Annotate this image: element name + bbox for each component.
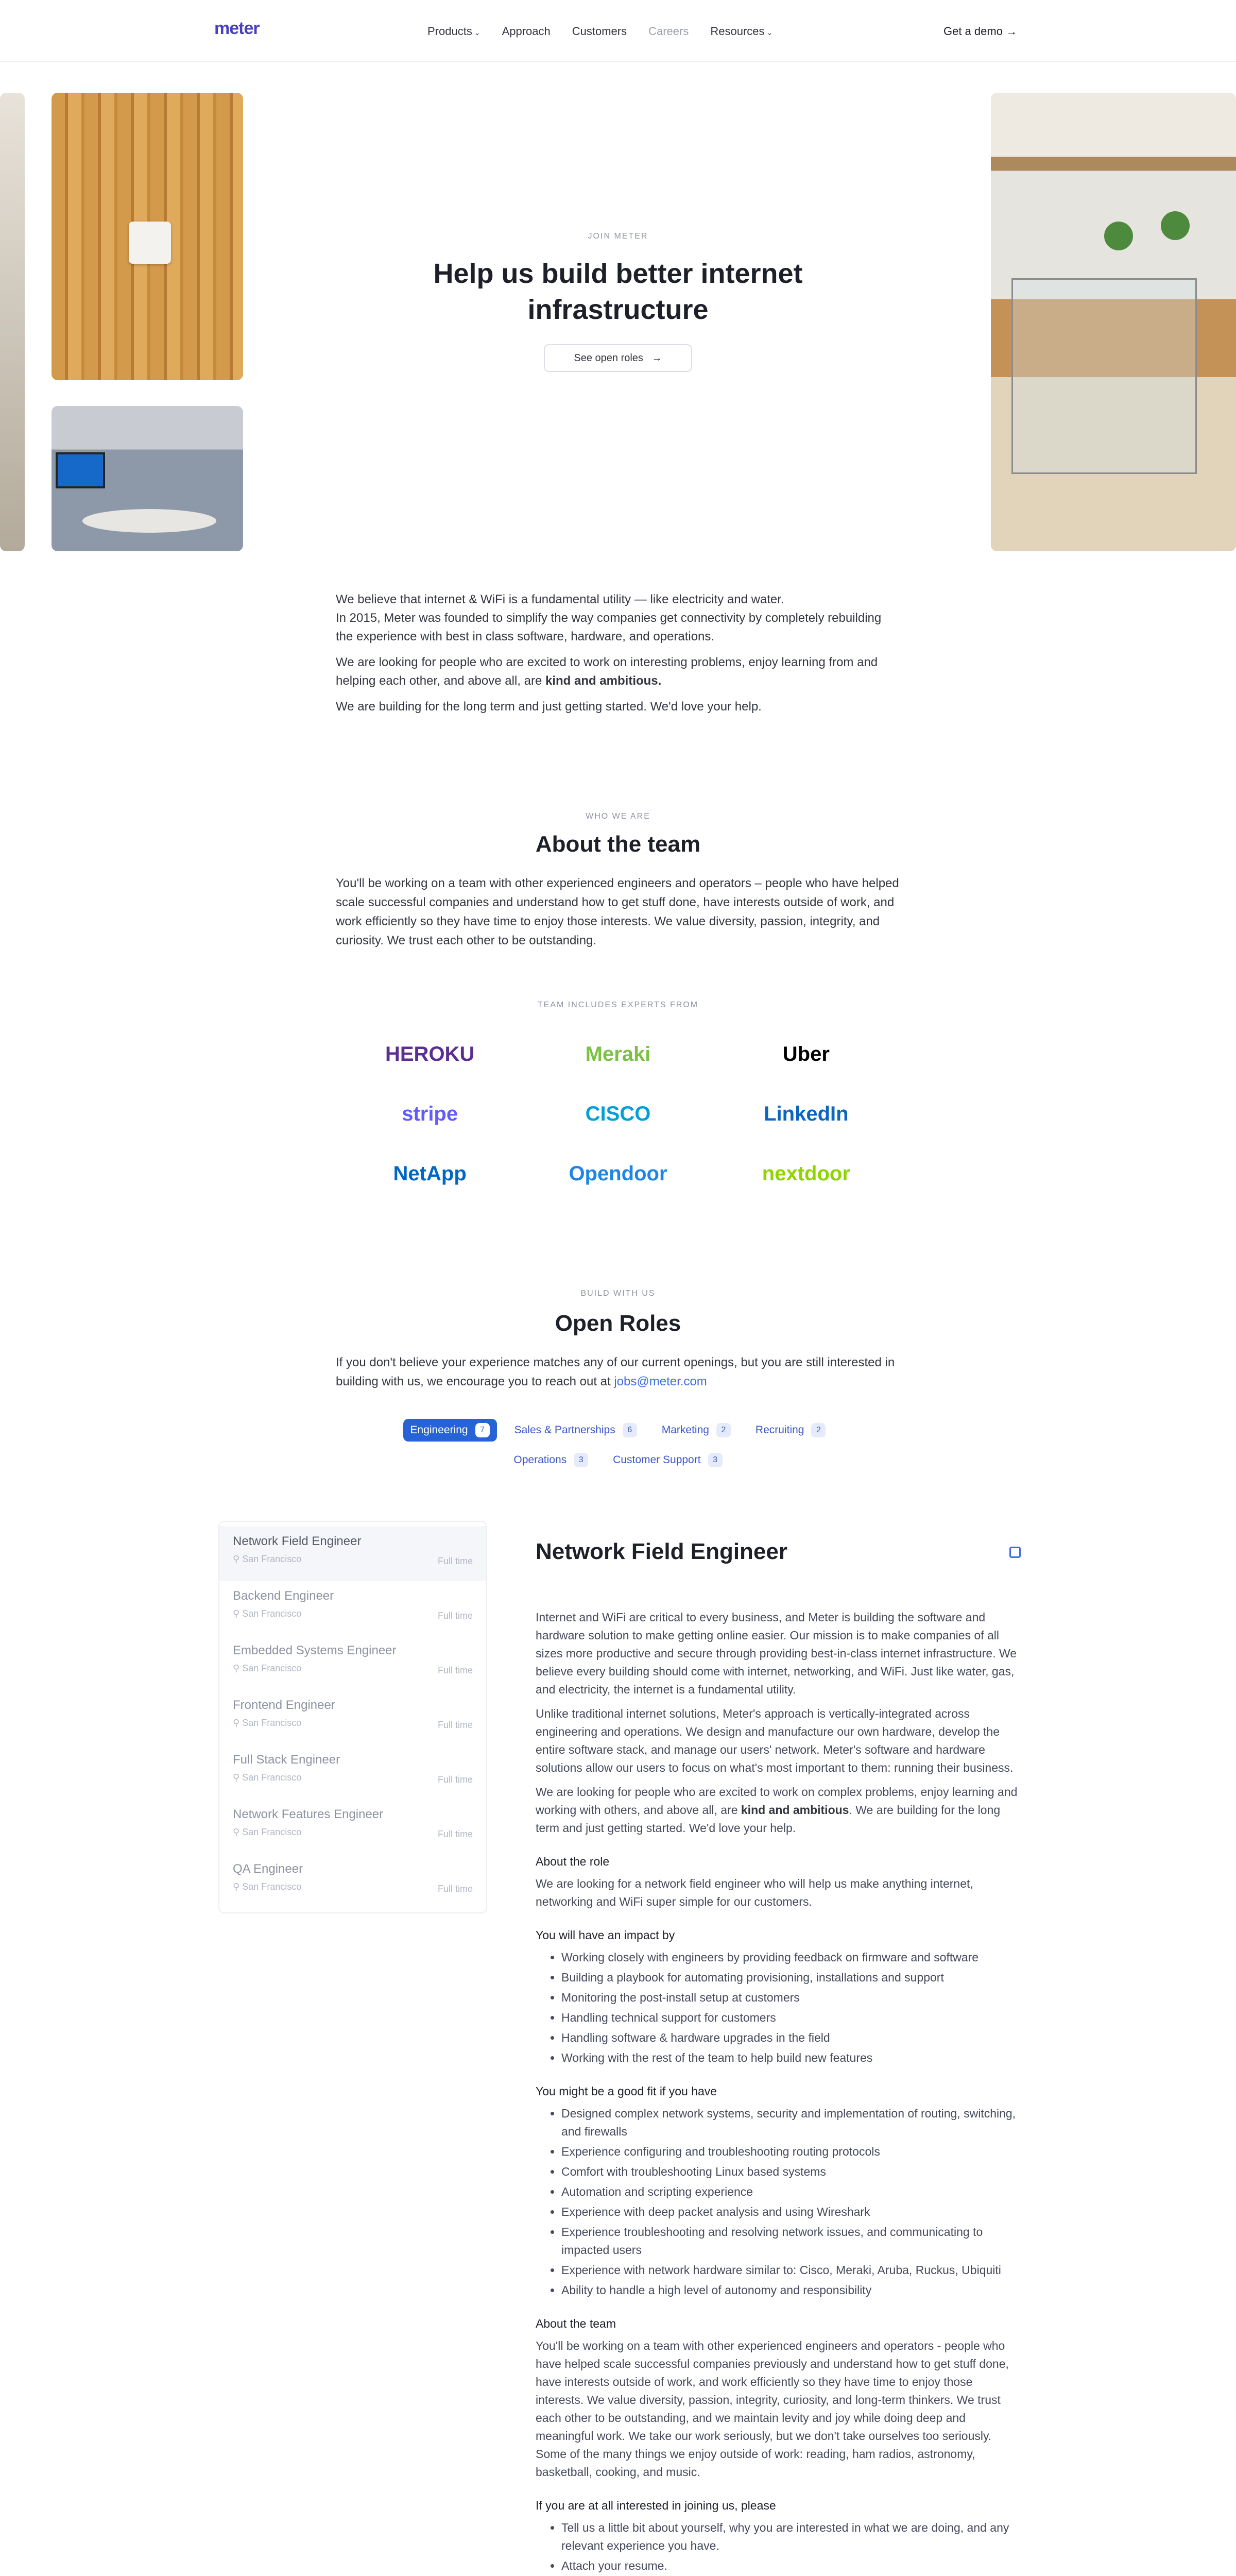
job-list-location <box>233 1663 473 1674</box>
location-text: San Francisco <box>242 1718 302 1728</box>
nav-item-resources[interactable] <box>710 25 772 38</box>
nav-item-label: Customers <box>572 25 627 38</box>
about-eyebrow: WHO WE ARE <box>586 812 650 821</box>
job-paragraph <box>536 1783 1018 1837</box>
job-list-location <box>233 1827 473 1838</box>
tab-customer-support[interactable] <box>606 1449 729 1471</box>
see-open-roles-button[interactable] <box>544 344 692 372</box>
logo-stripe: stripe <box>402 1102 458 1125</box>
get-a-demo-label: Get a demo <box>943 25 1003 38</box>
job-text: We are looking for people who are excited to work on complex problems, enjoy learning and working with others, and above all, are <box>536 1785 1018 1817</box>
team-text: You'll be working on a team with other experienced engineers and operators - people who have helped scale successful companies previously and understand how to get stuff done, have interests outside of work, and work efficiently so they have time to enjoy those interests. We value diversity, passion, integrity, curiosity, and long-term thinkers. We trust each other to be outstanding, and we maintain levity and joy while doing deep and meaningful work. We take our work seriously, but we don't take ourselves too seriously. Some of the many things we enjoy outside of work: reading, ham radios, astronomy, basketball, cooking, and music. <box>536 2339 1009 2479</box>
impact-item: • Working with the rest of the team to help build new features <box>561 2049 1018 2067</box>
logo-uber: Uber <box>782 1042 830 1065</box>
roles-intro-text: If you don't believe your experience matches any of our current openings, but you are still interested in building with us, we encourage you to reach out at <box>336 1355 895 1388</box>
tab-label: Marketing <box>661 1424 709 1436</box>
job-text: . We are building for the long term and just getting started. We'd love your help. <box>536 1803 1001 1835</box>
roles-intro <box>336 1353 900 1391</box>
job-detail <box>536 1537 1018 2576</box>
job-list-type: Full time <box>437 1556 473 1566</box>
team-heading: About the team <box>536 2317 616 2330</box>
logo-meraki: Meraki <box>585 1042 651 1065</box>
intro-paragraph <box>336 590 900 646</box>
job-list-item[interactable] <box>219 1744 486 1799</box>
logo-heroku: HEROKU <box>385 1042 475 1065</box>
tab-marketing[interactable] <box>655 1419 738 1442</box>
hero-eyebrow: JOIN METER <box>588 232 648 241</box>
job-list-item[interactable] <box>219 1635 486 1690</box>
intro-emphasis: kind and ambitious. <box>545 674 662 688</box>
join-heading: If you are at all interested in joining us, please <box>536 2499 776 2512</box>
location-text: San Francisco <box>242 1663 302 1673</box>
job-paragraph: Unlike traditional internet solutions, Meter's approach is vertically-integrated across engineering and operations. We design and manufacture our own hardware, develop the entire software stack, and manage our users' network. Meter's software and hardware solutions allow our users to focus on what's most important to them: running their business. <box>536 1707 1014 1774</box>
tab-count: 2 <box>716 1423 731 1437</box>
job-list-item[interactable] <box>219 1581 486 1635</box>
tab-count: 2 <box>811 1423 826 1437</box>
job-list-title: QA Engineer <box>233 1862 303 1876</box>
job-list-title: Backend Engineer <box>233 1589 334 1603</box>
pin-icon: ⚲ <box>233 1827 243 1837</box>
nav-item-careers[interactable] <box>648 25 689 38</box>
tab-label: Sales & Partnerships <box>514 1424 615 1436</box>
tab-label: Recruiting <box>755 1424 804 1436</box>
get-a-demo-link[interactable] <box>943 25 1017 38</box>
job-body <box>536 1608 1018 2576</box>
access-point-device <box>129 222 171 264</box>
job-list-location <box>233 1554 473 1565</box>
intro-paragraph <box>336 653 900 690</box>
nav-item-customers[interactable] <box>572 25 627 38</box>
office-atrium-photo <box>991 93 1236 551</box>
meeting-table <box>82 509 216 533</box>
location-text: San Francisco <box>242 1827 302 1837</box>
fit-item: • Experience configuring and troubleshooting routing protocols <box>561 2143 1018 2161</box>
intro-line: In 2015, Meter was founded to simplify the way companies get connectivity by completely rebuilding the experience with best in class software, hardware, and operations. <box>336 611 882 643</box>
location-text: San Francisco <box>242 1554 302 1564</box>
tab-count: 3 <box>574 1453 588 1467</box>
office-photo-left-edge <box>0 93 25 551</box>
pin-icon: ⚲ <box>233 1554 243 1564</box>
job-list-location <box>233 1882 473 1892</box>
pin-icon: ⚲ <box>233 1718 243 1728</box>
job-list-type: Full time <box>437 1884 473 1894</box>
meter-logo[interactable]: meter <box>214 19 260 38</box>
impact-list <box>536 1948 1018 2067</box>
job-list-title: Frontend Engineer <box>233 1698 335 1712</box>
hero-section <box>0 93 1236 556</box>
meeting-room-photo <box>52 406 243 551</box>
nav-item-products[interactable] <box>427 25 480 38</box>
jobs-email-link[interactable]: jobs@meter.com <box>614 1375 707 1388</box>
job-list-item[interactable] <box>219 1690 486 1744</box>
nav-item-label: Approach <box>502 25 551 38</box>
job-list-location <box>233 1772 473 1783</box>
logo-netapp: NetApp <box>393 1162 467 1185</box>
fit-item: • Automation and scripting experience <box>561 2183 1018 2201</box>
impact-item: • Monitoring the post-install setup at customers <box>561 1989 1018 2007</box>
pin-icon: ⚲ <box>233 1772 243 1783</box>
impact-item: • Handling software & hardware upgrades in the field <box>561 2029 1018 2047</box>
logo-cisco: CISCO <box>585 1102 651 1125</box>
job-list-type: Full time <box>437 1774 473 1785</box>
tab-operations[interactable] <box>506 1449 595 1471</box>
role-heading: About the role <box>536 1855 610 1868</box>
arrow-right-icon: → <box>651 352 662 364</box>
nav-item-label: Resources <box>710 25 765 38</box>
tab-label: Customer Support <box>613 1454 701 1466</box>
location-text: San Francisco <box>242 1608 302 1619</box>
fit-item: • Experience troubleshooting and resolving network issues, and communicating to impacted users <box>561 2223 1018 2259</box>
glass-railing <box>1011 278 1197 474</box>
nav-item-approach[interactable] <box>502 25 551 38</box>
fit-list <box>536 2105 1018 2299</box>
roles-eyebrow: BUILD WITH US <box>580 1289 656 1298</box>
pin-icon: ⚲ <box>233 1663 243 1673</box>
logo-linkedin: LinkedIn <box>764 1102 849 1125</box>
about-text: You'll be working on a team with other experienced engineers and operators – people who have helped scale successful companies and understand how to get stuff done, have interests outside of work, and work efficiently so they have time to enjoy those interests. We value diversity, passion, integrity, and curiosity. We trust each other to be outstanding. <box>336 876 899 947</box>
job-list-item[interactable] <box>219 1526 486 1581</box>
fit-item: • Comfort with troubleshooting Linux based systems <box>561 2163 1018 2181</box>
job-list-location <box>233 1608 473 1619</box>
job-list-type: Full time <box>437 1720 473 1730</box>
intro-text <box>336 590 900 723</box>
tab-count: 7 <box>475 1423 490 1437</box>
pin-icon: ⚲ <box>233 1882 243 1892</box>
join-item: • Attach your resume. <box>561 2557 1018 2575</box>
tv-screen <box>56 452 105 488</box>
role-text: We are looking for a network field engineer who will help us make anything internet, networking and WiFi super simple for our customers. <box>536 1877 973 1908</box>
job-title: Network Field Engineer <box>536 1539 787 1564</box>
department-tabs <box>355 1419 881 1471</box>
impact-heading: You will have an impact by <box>536 1928 675 1942</box>
tab-sales-partnerships[interactable] <box>507 1419 644 1442</box>
chevron-down-icon: ⌄ <box>766 28 773 37</box>
hero-title: Help us build better internet infrastructure <box>433 258 803 325</box>
job-list-item[interactable] <box>219 1799 486 1854</box>
fit-item: • Ability to handle a high level of autonomy and responsibility <box>561 2281 1018 2299</box>
tab-recruiting[interactable] <box>748 1419 833 1442</box>
about-title: About the team <box>535 832 701 857</box>
join-item: • Tell us a little bit about yourself, why you are interested in what we are doing, and any relevant experience you have. <box>561 2519 1018 2555</box>
arrow-right-icon: → <box>1006 25 1018 38</box>
logo-nextdoor: nextdoor <box>762 1162 850 1185</box>
fit-item: • Experience with network hardware similar to: Cisco, Meraki, Aruba, Ruckus, Ubiquiti <box>561 2261 1018 2279</box>
logos-eyebrow: TEAM INCLUDES EXPERTS FROM <box>537 1001 699 1009</box>
impact-item: • Working closely with engineers by providing feedback on firmware and software <box>561 1948 1018 1967</box>
intro-line: We believe that internet & WiFi is a fundamental utility — like electricity and water. <box>336 592 784 606</box>
tab-count: 6 <box>623 1423 637 1437</box>
job-list-item[interactable] <box>219 1854 486 1908</box>
job-paragraph: Internet and WiFi are critical to every business, and Meter is building the software and hardware solution to make getting online easier. Our mission is to make companies of all sizes more productive and secure through providing best-in-class internet infrastructure. We believe every building should come with internet, networking, and WiFi. Just like water, gas, and electricity, the internet is a fundamental utility. <box>536 1611 1017 1696</box>
tab-label: Operations <box>513 1454 567 1466</box>
tab-label: Engineering <box>410 1424 468 1436</box>
impact-item: • Handling technical support for customers <box>561 2009 1018 2027</box>
location-text: San Francisco <box>242 1772 302 1783</box>
job-list-title: Network Field Engineer <box>233 1534 362 1548</box>
job-list-title: Network Features Engineer <box>233 1807 384 1821</box>
location-text: San Francisco <box>242 1882 302 1892</box>
roles-title: Open Roles <box>555 1311 681 1336</box>
company-logos <box>336 1035 900 1193</box>
job-list-location <box>233 1718 473 1728</box>
chevron-down-icon: ⌄ <box>474 28 480 37</box>
intro-paragraph: We are building for the long term and just getting started. We'd love your help. <box>336 700 762 714</box>
join-list <box>536 2519 1018 2576</box>
site-header <box>0 0 1236 62</box>
logo-opendoor: Opendoor <box>569 1162 667 1185</box>
intro-line: We are looking for people who are excited to work on interesting problems, enjoy learning from and helping each other, and above all, are <box>336 655 878 688</box>
impact-item: • Building a playbook for automating provisioning, installations and support <box>561 1969 1018 1987</box>
tab-engineering[interactable] <box>403 1419 497 1442</box>
nav-item-label: Products <box>427 25 472 38</box>
nav-item-label: Careers <box>648 25 689 38</box>
job-emphasis: kind and ambitious <box>741 1803 849 1817</box>
copy-link-icon[interactable] <box>1009 1547 1021 1558</box>
see-open-roles-label: See open roles <box>574 352 643 364</box>
job-list-type: Full time <box>437 1611 473 1621</box>
job-list <box>218 1521 487 1913</box>
fit-item: • Designed complex network systems, security and implementation of routing, switching, and firewalls <box>561 2105 1018 2141</box>
tab-count: 3 <box>708 1453 723 1467</box>
job-list-title: Full Stack Engineer <box>233 1753 340 1767</box>
fit-item: • Experience with deep packet analysis and using Wireshark <box>561 2203 1018 2221</box>
fit-heading: You might be a good fit if you have <box>536 2084 717 2098</box>
job-list-title: Embedded Systems Engineer <box>233 1643 397 1657</box>
job-list-type: Full time <box>437 1829 473 1839</box>
job-list-type: Full time <box>437 1665 473 1675</box>
pin-icon: ⚲ <box>233 1608 243 1619</box>
main-nav <box>427 25 772 38</box>
